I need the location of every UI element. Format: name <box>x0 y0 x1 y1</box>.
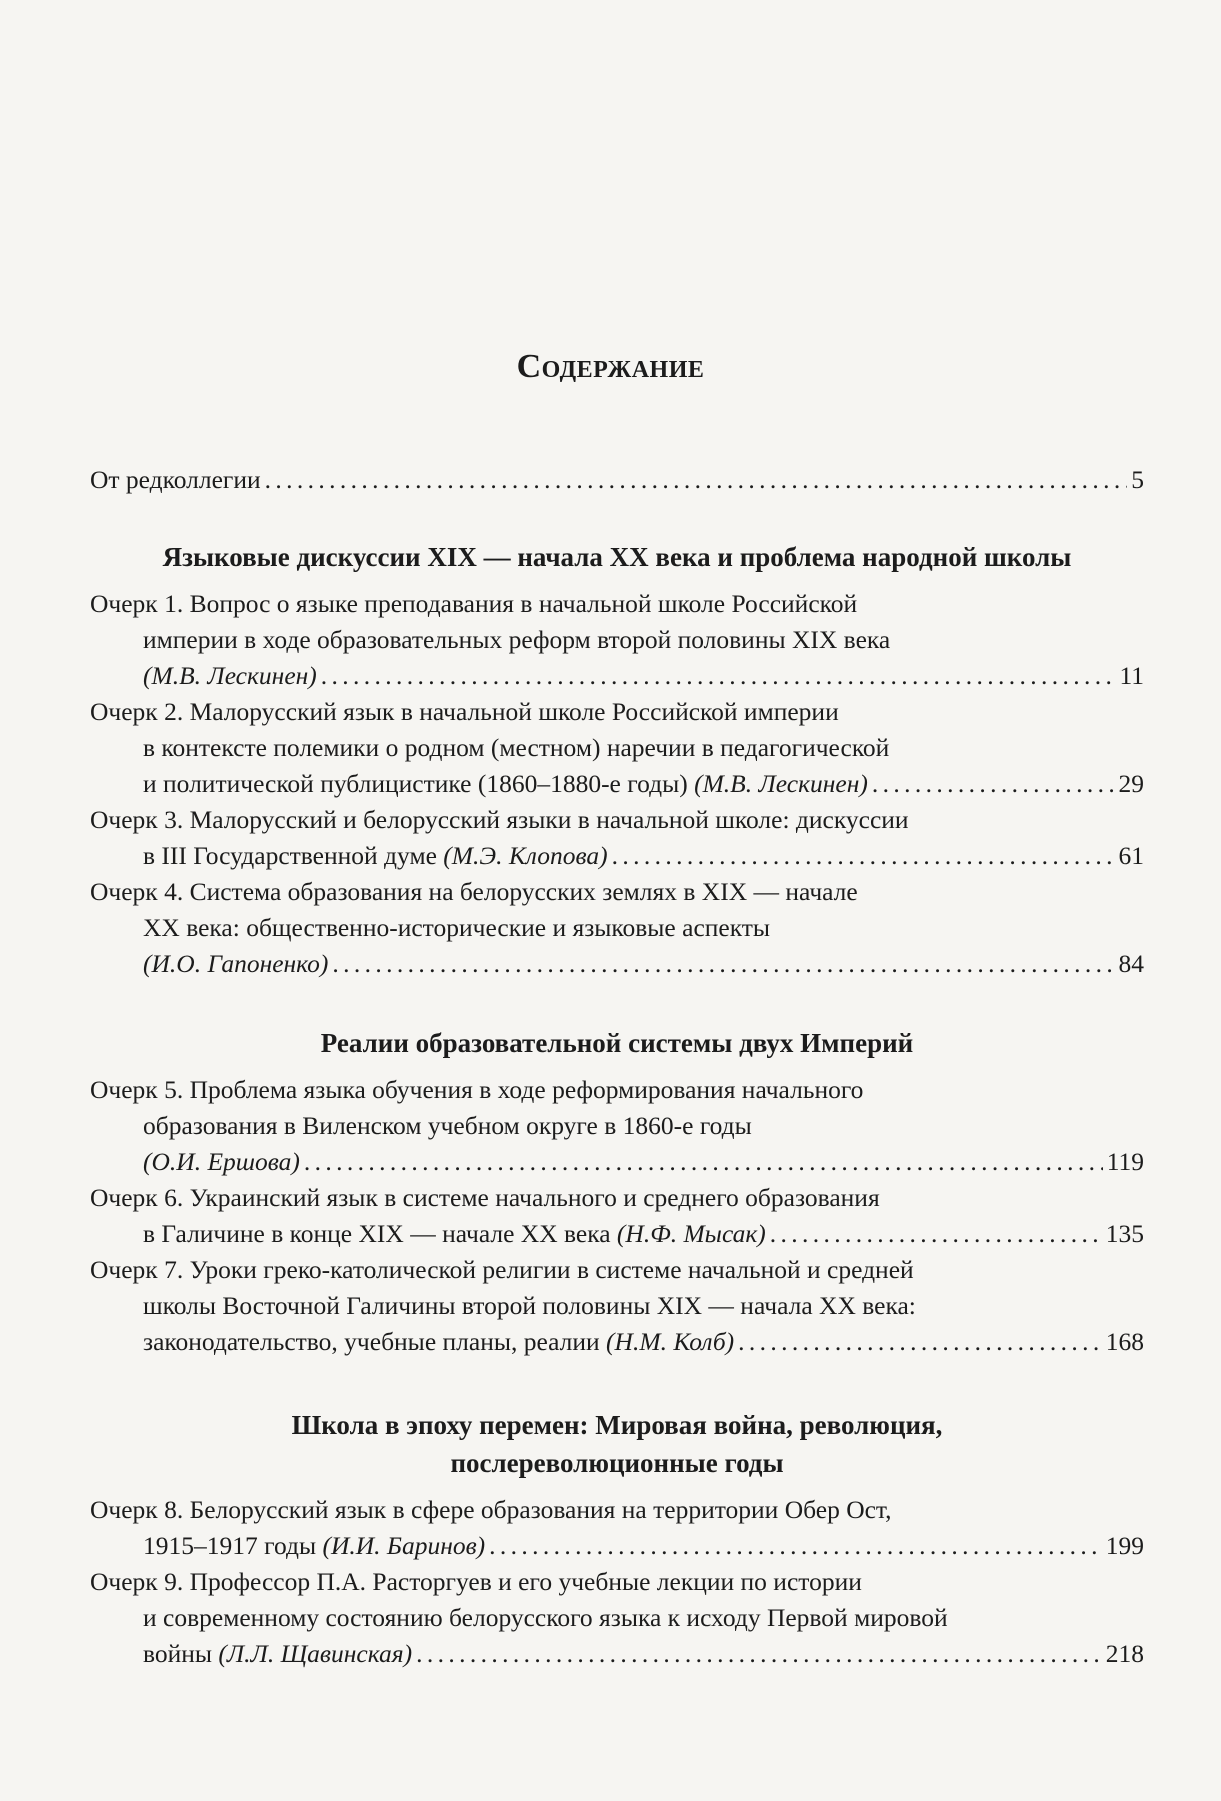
entry-last-line <box>143 946 328 982</box>
entry-title: От редколлегии <box>90 465 261 494</box>
entry-last-line <box>143 658 317 694</box>
dot-leader <box>304 1144 1103 1180</box>
entry-line: Очерк 2. Малорусский язык в начальной школе Российской империи <box>90 697 839 726</box>
page-number: 168 <box>1105 1327 1144 1356</box>
section-heading-line: Реалии образовательной системы двух Империй <box>320 1028 914 1058</box>
section-heading <box>90 1406 1144 1482</box>
entry-line: школы Восточной Галичины второй половины XIX — начала XX века: <box>143 1291 916 1320</box>
entry-author: (М.В. Лескинен) <box>143 661 317 690</box>
toc-entry <box>90 1072 1144 1180</box>
entry-line: образования в Виленском учебном округе в 1860-е годы <box>143 1111 752 1140</box>
entry-author: (О.И. Ершова) <box>143 1147 300 1176</box>
toc-entry <box>90 694 1144 802</box>
entry-last-line <box>143 1636 412 1672</box>
entry-author: (Н.Ф. Мысак) <box>616 1219 766 1248</box>
entry-line: Очерк 6. Украинский язык в системе начального и среднего образования <box>90 1183 880 1212</box>
entry-text: и политической публицистике (1860–1880-е годы) <box>143 769 695 798</box>
entry-author: (Н.М. Колб) <box>606 1327 735 1356</box>
page-number: 61 <box>1118 841 1144 870</box>
toc-entry-editorial <box>90 462 1144 498</box>
dot-leader <box>321 658 1116 694</box>
dot-leader <box>265 462 1128 498</box>
toc-entry <box>90 1180 1144 1252</box>
entry-last-line <box>143 1528 485 1564</box>
toc-row <box>90 946 1144 982</box>
entry-line: Очерк 3. Малорусский и белорусский языки в начальной школе: дискуссии <box>90 805 909 834</box>
entry-text: в III Государственной думе <box>143 841 444 870</box>
toc-row <box>90 766 1144 802</box>
entry-text: 1915–1917 годы <box>143 1531 323 1560</box>
entry-last-line <box>143 1324 734 1360</box>
entry-author: (М.В. Лескинен) <box>694 769 868 798</box>
page-number: 29 <box>1118 769 1144 798</box>
dot-leader <box>489 1528 1102 1564</box>
toc-row <box>90 1216 1144 1252</box>
dot-leader <box>872 766 1115 802</box>
entry-author: (М.Э. Клопова) <box>443 841 608 870</box>
dot-leader <box>416 1636 1102 1672</box>
entry-line: в контексте полемики о родном (местном) наречии в педагогической <box>143 733 890 762</box>
toc-row <box>90 838 1144 874</box>
toc-entry <box>90 1252 1144 1360</box>
toc-row <box>90 1324 1144 1360</box>
toc-row <box>90 462 1144 498</box>
toc-entry <box>90 586 1144 694</box>
table-of-contents <box>90 462 1144 1672</box>
page-number: 5 <box>1131 465 1144 494</box>
section-heading-line: Школа в эпоху перемен: Мировая война, революция, <box>291 1410 943 1440</box>
entry-line: Очерк 8. Белорусский язык в сфере образования на территории Обер Ост, <box>90 1495 892 1524</box>
page-number: 119 <box>1106 1147 1144 1176</box>
entry-line: XX века: общественно-исторические и языковые аспекты <box>143 913 771 942</box>
section-heading <box>90 1024 1144 1062</box>
dot-leader <box>770 1216 1102 1252</box>
entry-last-line <box>143 1216 766 1252</box>
page-number: 11 <box>1119 661 1144 690</box>
entry-line: Очерк 4. Система образования на белорусских землях в XIX — начале <box>90 877 858 906</box>
entry-last-line <box>143 766 868 802</box>
entry-author: (И.О. Гапоненко) <box>143 949 329 978</box>
entry-author: (И.И. Баринов) <box>322 1531 486 1560</box>
section-heading-line: Языковые дискуссии XIX — начала XX века и проблема народной школы <box>162 542 1072 572</box>
dot-leader <box>612 838 1115 874</box>
toc-row <box>90 1636 1144 1672</box>
entry-last-line <box>143 1144 300 1180</box>
entry-line: Очерк 7. Уроки греко-католической религии в системе начальной и средней <box>90 1255 914 1284</box>
entry-line: Очерк 5. Проблема языка обучения в ходе реформирования начального <box>90 1075 864 1104</box>
toc-entry <box>90 1564 1144 1672</box>
entry-line: империи в ходе образовательных реформ второй половины XIX века <box>143 625 891 654</box>
page-number: 218 <box>1105 1639 1144 1668</box>
entry-text: войны <box>143 1639 219 1668</box>
toc-entry <box>90 1492 1144 1564</box>
page-number: 135 <box>1105 1219 1144 1248</box>
entry-line: и современному состоянию белорусского языка к исходу Первой мировой <box>143 1603 948 1632</box>
section-heading-line: послереволюционные годы <box>450 1448 784 1478</box>
toc-entry <box>90 874 1144 982</box>
toc-row <box>90 658 1144 694</box>
section-heading <box>90 538 1144 576</box>
entry-line: Очерк 9. Профессор П.А. Расторгуев и его учебные лекции по истории <box>90 1567 862 1596</box>
entry-author: (Л.Л. Щавинская) <box>218 1639 413 1668</box>
page-number: 84 <box>1118 949 1144 978</box>
page-number: 199 <box>1105 1531 1144 1560</box>
entry-text: законодательство, учебные планы, реалии <box>143 1327 607 1356</box>
toc-row <box>90 1144 1144 1180</box>
entry-last-line <box>143 838 608 874</box>
dot-leader <box>332 946 1114 982</box>
page-title: Содержание <box>516 348 705 385</box>
toc-row <box>90 1528 1144 1564</box>
entry-line: Очерк 1. Вопрос о языке преподавания в начальной школе Российской <box>90 589 858 618</box>
toc-entry <box>90 802 1144 874</box>
entry-text: в Галичине в конце XIX — начале XX века <box>143 1219 617 1248</box>
dot-leader <box>738 1324 1102 1360</box>
